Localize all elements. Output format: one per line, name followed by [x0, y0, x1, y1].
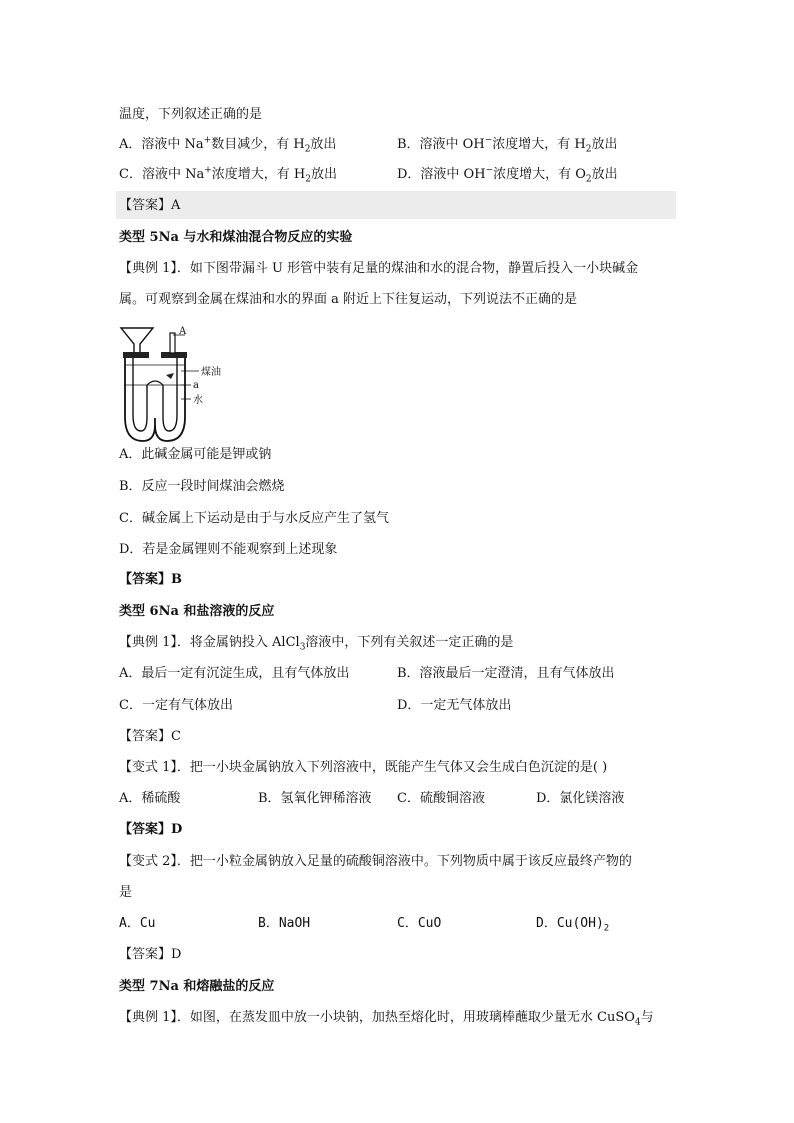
- q1-option-d: D．溶液中 OH−浓度增大，有 $O_2$放出: [397, 165, 618, 185]
- type6-answer3: 【答案】D: [119, 947, 182, 962]
- q1-option-a: A．溶液中 Na+数目减少，有 $H_2$放出: [119, 135, 337, 155]
- label-a: A: [179, 326, 187, 337]
- u-tube-inner-right: [163, 358, 177, 431]
- variant1-option-b: B．氢氧化钾稀溶液: [258, 791, 372, 806]
- intro-line: 温度，下列叙述正确的是: [119, 107, 263, 122]
- type6-option-a: A．最后一定有沉淀生成，且有气体放出: [119, 666, 350, 681]
- q1-answer: 【答案】A: [119, 198, 181, 213]
- type6-option-b: B．溶液最后一定澄清，且有气体放出: [397, 666, 615, 681]
- variant2-option-d: D．$Cu(OH)_2$: [536, 916, 610, 934]
- variant1-option-a: A．稀硫酸: [119, 791, 181, 806]
- type5-option-c: C．碱金属上下运动是由于与水反应产生了氢气: [119, 511, 389, 526]
- u-tube-inner-left: [133, 358, 147, 431]
- type7-heading: 类型 7Na 和熔融盐的反应: [119, 979, 275, 994]
- type5-option-a: A．此碱金属可能是钾或钠: [119, 447, 272, 462]
- u-tube-figure: [119, 325, 249, 445]
- q1-option-b: B．溶液中 OH−浓度增大，有 $H_2$放出: [397, 135, 618, 155]
- label-water: 水: [193, 395, 203, 406]
- type5-example-line1: 【典例 1】．如下图带漏斗 U 形管中装有足量的煤油和水的混合物，静置后投入一小块碱金: [119, 261, 639, 276]
- type6-heading: 类型 6Na 和盐溶液的反应: [119, 604, 275, 619]
- type6-example: 【典例 1】．将金属钠投入 AlCl$_3$溶液中，下列有关叙述一定正确的是: [119, 635, 514, 653]
- type5-example-line2: 属。可观察到金属在煤油和水的界面 a 附近上下往复运动，下列说法不正确的是: [119, 292, 578, 307]
- u-tube-diagram: [119, 325, 249, 445]
- answer-highlight: [116, 191, 676, 219]
- label-interface-a: a: [193, 380, 199, 391]
- type5-option-d: D．若是金属锂则不能观察到上述现象: [119, 542, 338, 557]
- u-tube-outer: [125, 358, 185, 441]
- left-stopper: [123, 352, 149, 358]
- variant2-option-a: A．Cu: [119, 916, 156, 931]
- metal-piece: [166, 373, 174, 379]
- type6-option-d: D．一定无气体放出: [397, 698, 512, 713]
- type6-answer2: 【答案】D: [119, 822, 183, 837]
- q1-option-c: C．溶液中 Na+浓度增大，有 $H_2$放出: [119, 165, 337, 185]
- type5-answer: 【答案】B: [119, 572, 182, 587]
- type5-option-b: B．反应一段时间煤油会燃烧: [119, 479, 285, 494]
- type6-variant1: 【变式 1】．把一小块金属钠放入下列溶液中，既能产生气体又会生成白色沉淀的是( ): [119, 760, 608, 775]
- type6-variant2-line1: 【变式 2】．把一小粒金属钠放入足量的硫酸铜溶液中。下列物质中属于该反应最终产物的: [119, 854, 632, 869]
- type6-answer1: 【答案】C: [119, 729, 181, 744]
- type7-example: 【典例 1】．如图，在蒸发皿中放一小块钠，加热至熔化时，用玻璃棒蘸取少量无水 CuSO$_4$与: [119, 1010, 654, 1028]
- variant2-option-b: B．NaOH: [258, 916, 311, 931]
- variant2-option-c: C．CuO: [397, 916, 442, 931]
- tube-a: [170, 333, 175, 353]
- type6-variant2-line2: 是: [119, 885, 133, 900]
- variant1-option-c: C．硫酸铜溶液: [397, 791, 485, 806]
- type6-option-c: C．一定有气体放出: [119, 698, 233, 713]
- u-tube-bridge: [147, 381, 163, 385]
- variant1-option-d: D．氯化镁溶液: [536, 791, 625, 806]
- funnel-shape: [121, 328, 153, 353]
- label-kerosene: 煤油: [201, 367, 221, 378]
- type5-heading: 类型 5Na 与水和煤油混合物反应的实验: [119, 230, 353, 245]
